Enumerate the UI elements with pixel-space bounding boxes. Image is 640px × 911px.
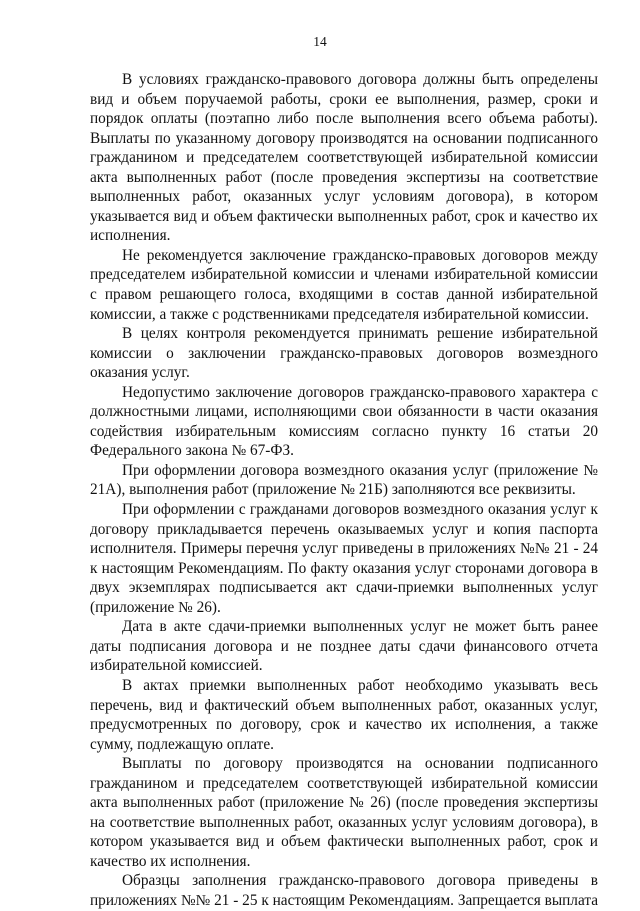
paragraph-inadmissible: Недопустимо заключение договоров гражданско-правового характера с должностными лицами, исполняющими свои обязанности в части оказания содействия избирательным комиссиям согласно пункту 16 статьи 20 Федерального закона № 67-ФЗ. [90, 383, 598, 460]
page-number: 14 [313, 34, 327, 49]
document-body [90, 70, 598, 911]
paragraph-services-list: При оформлении с гражданами договоров возмездного оказания услуг к договору прикладывается перечень оказываемых услуг и копия паспорта исполнителя. Примеры перечня услуг приведены в приложениях №№ 21 - 24 к настоящим Рекомендациям. По факту оказания услуг сторонами договора в двух экземплярах подписывается акт сдачи-приемки выполненных услуг (приложение № 26). [90, 501, 598, 616]
paragraph-act-date: Дата в акте сдачи-приемки выполненных услуг не может быть ранее даты подписания договора и не позднее даты сдачи финансового отчета избирательной комиссией. [90, 618, 598, 675]
paragraph-control: В целях контроля рекомендуется принимать решение избирательной комиссии о заключении гражданско-правовых договоров возмездного оказания услуг. [90, 325, 598, 382]
paragraph-not-recommended: Не рекомендуется заключение гражданско-правовых договоров между председателем избирательной комиссии и членами избирательной комиссии с правом решающего голоса, входящими в состав данной избирательной комиссии, а также с родственниками председателя избирательной комиссии. [90, 246, 598, 323]
paragraph-payments: Выплаты по договору производятся на основании подписанного гражданином и председателем соответствующей избирательной комиссии акта выполненных работ (приложение № 26) (после проведения экспертизы на соответствие выполненных работ, оказанных услуг условиям договора), в котором указывается вид и объем фактически выполненных работ, срок и качество их исполнения. [90, 755, 598, 870]
paragraph-acceptance-acts: В актах приемки выполненных работ необходимо указывать весь перечень, вид и фактический объем выполненных работ, оказанных услуг, предусмотренных по договору, срок и качество их исполнения, а также сумму, подлежащую оплате. [90, 676, 598, 753]
paragraph-contract-terms: В условиях гражданско-правового договора должны быть определены вид и объем поручаемой работы, сроки ее выполнения, размер, сроки и порядок оплаты (поэтапно либо после выполнения всего объема работы). Выплаты по указанному договору производятся на основании подписанного гражданином и председателем соответствующей избирательной комиссии акта выполненных работ (после проведения экспертизы на соответствие выполненных работ, оказанных услуг условиям договора), в котором указывается вид и объем фактически выполненных работ, срок и качество их исполнения. [90, 71, 598, 245]
paragraph-samples: Образцы заполнения гражданско-правового договора приведены в приложениях №№ 21 - 25 к настоящим Рекомендациям. Запрещается выплата [90, 872, 598, 909]
paragraph-requisites: При оформлении договора возмездного оказания услуг (приложение № 21А), выполнения работ (приложение № 21Б) заполняются все реквизиты. [90, 461, 598, 499]
